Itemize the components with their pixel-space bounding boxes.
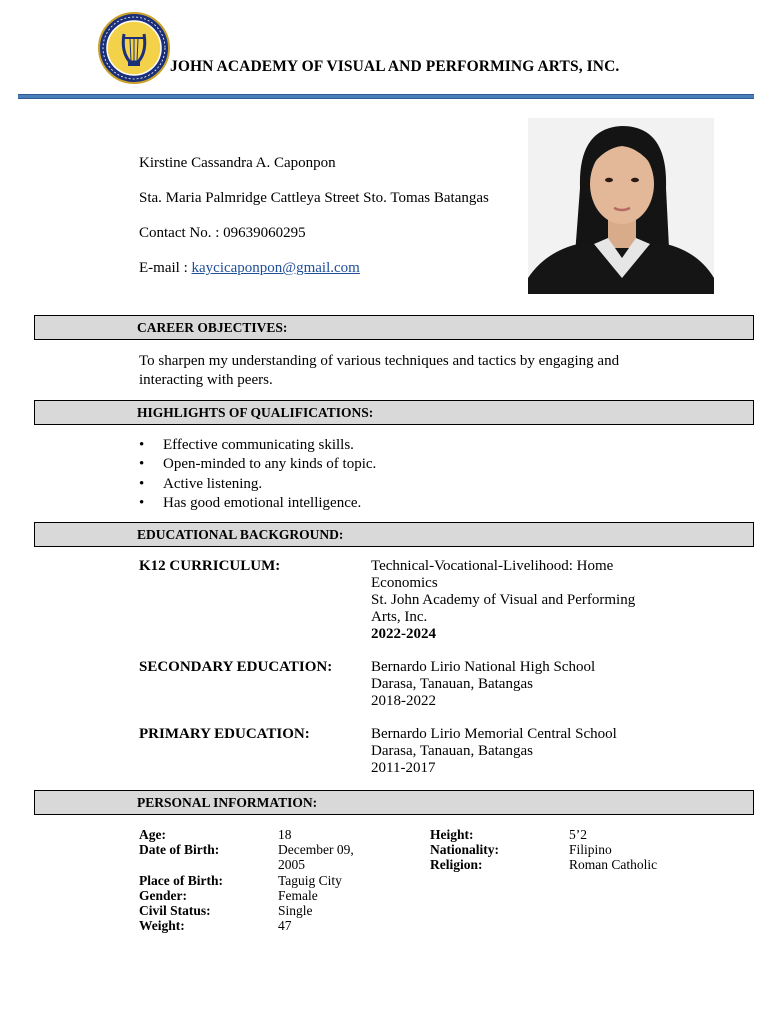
height-value: 5’2 <box>569 827 587 842</box>
applicant-contact-number: Contact No. : 09639060295 <box>139 225 306 241</box>
secondary-location: Darasa, Tanauan, Batangas <box>371 676 533 692</box>
section-title: PERSONAL INFORMATION: <box>137 795 318 810</box>
pob-value: Taguig City <box>278 873 342 888</box>
age-value: 18 <box>278 827 292 842</box>
k12-school: St. John Academy of Visual and Performing <box>371 592 636 608</box>
email-link[interactable]: kaycicaponpon@gmail.com <box>191 260 360 276</box>
profile-photo <box>528 118 714 294</box>
dob-label: Date of Birth: <box>139 842 220 857</box>
section-title: HIGHLIGHTS OF QUALIFICATIONS: <box>137 405 374 420</box>
applicant-address: Sta. Maria Palmridge Cattleya Street Sto. Tomas Batangas <box>139 190 489 206</box>
dob-value: December 09, <box>278 842 354 857</box>
primary-years: 2011-2017 <box>371 760 436 776</box>
personal-info-header <box>34 790 754 815</box>
school-seal-lyre-icon <box>97 12 171 84</box>
gender-label: Gender: <box>139 888 187 903</box>
primary-label: PRIMARY EDUCATION: <box>139 726 310 742</box>
education-header <box>34 522 754 547</box>
gender-value: Female <box>278 888 318 903</box>
school-seal-logo <box>97 12 171 84</box>
nationality-label: Nationality: <box>430 842 499 857</box>
school-name-heading: JOHN ACADEMY OF VISUAL AND PERFORMING ARTS, INC. <box>170 58 620 75</box>
list-item <box>139 436 639 455</box>
bullet-icon: • <box>139 456 145 473</box>
bullet-icon: • <box>139 437 145 454</box>
k12-strand: Technical-Vocational-Livelihood: Home <box>371 558 614 574</box>
career-objectives-text: To sharpen my understanding of various techniques and tactics by engaging and interacting with peers. <box>139 353 620 388</box>
applicant-name: Kirstine Cassandra A. Caponpon <box>139 155 336 171</box>
civil-status-value: Single <box>278 903 313 918</box>
career-objectives-header <box>34 315 754 340</box>
primary-school: Bernardo Lirio Memorial Central School <box>371 726 617 742</box>
nationality-value: Filipino <box>569 842 612 857</box>
k12-strand-cont: Economics <box>371 575 438 591</box>
applicant-email-line <box>139 260 360 277</box>
religion-value: Roman Catholic <box>569 857 658 872</box>
qualifications-list <box>139 436 639 513</box>
k12-details <box>371 558 671 643</box>
k12-years: 2022-2024 <box>371 626 436 642</box>
secondary-details <box>371 659 671 710</box>
list-item <box>139 475 639 494</box>
dob-value-year: 2005 <box>278 857 305 872</box>
religion-label: Religion: <box>430 857 483 872</box>
header-divider <box>18 94 754 99</box>
section-title: EDUCATIONAL BACKGROUND: <box>137 527 344 542</box>
list-item <box>139 455 639 474</box>
k12-label: K12 CURRICULUM: <box>139 558 281 574</box>
bullet-icon: • <box>139 475 145 492</box>
list-item-text: Open-minded to any kinds of topic. <box>163 456 377 473</box>
list-item <box>139 494 639 513</box>
weight-value: 47 <box>278 918 292 933</box>
secondary-years: 2018-2022 <box>371 693 436 709</box>
list-item-text: Has good emotional intelligence. <box>163 495 362 512</box>
primary-location: Darasa, Tanauan, Batangas <box>371 743 533 759</box>
age-label: Age: <box>139 827 166 842</box>
list-item-text: Effective communicating skills. <box>163 437 354 454</box>
pob-label: Place of Birth: <box>139 873 223 888</box>
qualifications-header <box>34 400 754 425</box>
secondary-label: SECONDARY EDUCATION: <box>139 659 333 675</box>
bullet-icon: • <box>139 495 145 512</box>
k12-school-cont: Arts, Inc. <box>371 609 428 625</box>
profile-photo-icon <box>528 118 714 294</box>
section-title: CAREER OBJECTIVES: <box>137 320 288 335</box>
weight-label: Weight: <box>139 918 185 933</box>
height-label: Height: <box>430 827 474 842</box>
secondary-school: Bernardo Lirio National High School <box>371 659 596 675</box>
list-item-text: Active listening. <box>163 475 263 492</box>
email-label: E-mail : <box>139 260 192 276</box>
civil-status-label: Civil Status: <box>139 903 211 918</box>
primary-details <box>371 726 671 777</box>
